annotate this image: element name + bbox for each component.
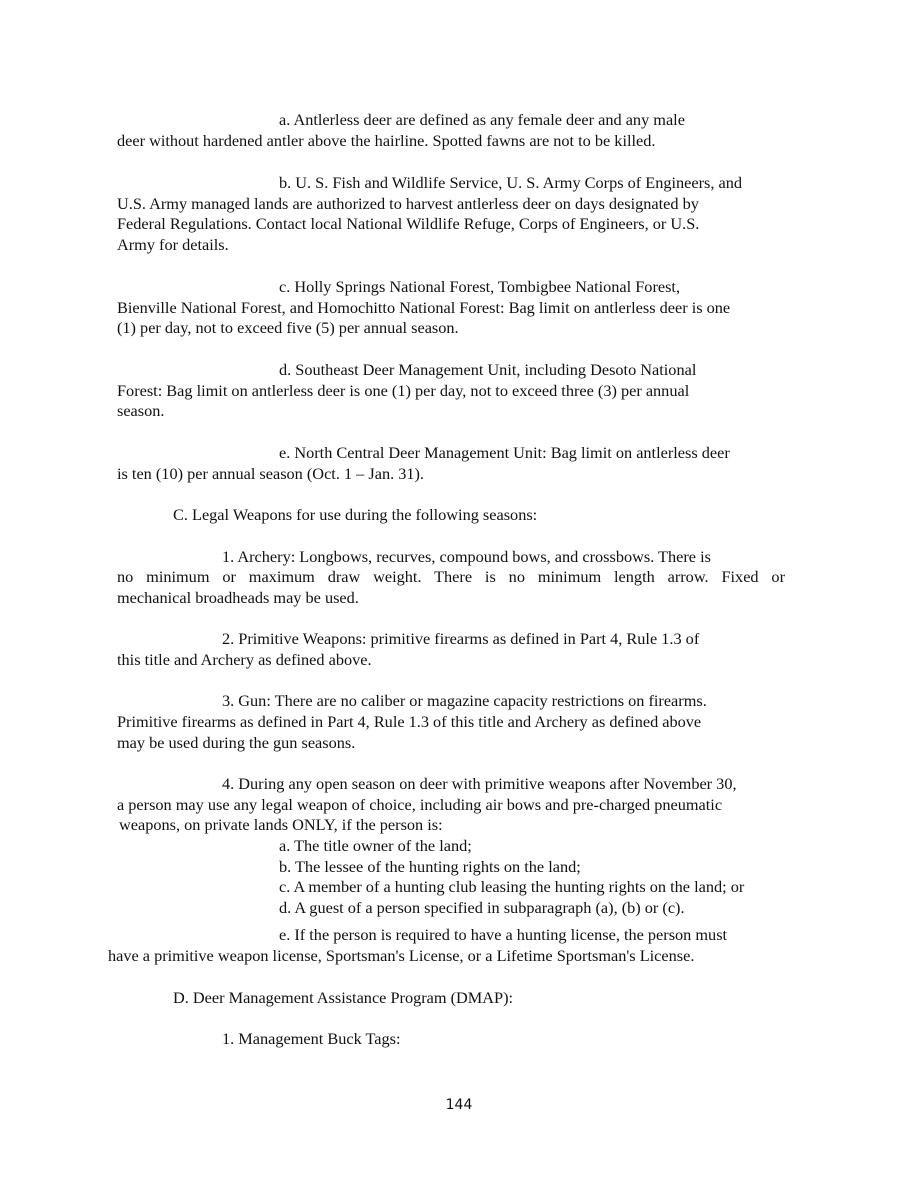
sub-item-b: b. The lessee of the hunting rights on the land; xyxy=(279,857,581,876)
item-4-line-2: a person may use any legal weapon of choice, including air bows and pre-charged pneumatic xyxy=(117,795,723,814)
para-e-line-1: e. North Central Deer Management Unit: Bag limit on antlerless deer xyxy=(279,443,730,462)
gun-line-2: Primitive firearms as defined in Part 4, Rule 1.3 of this title and Archery as defined above xyxy=(117,712,702,731)
section-d-heading: D. Deer Management Assistance Program (DMAP): xyxy=(173,988,514,1007)
para-c-line-1: c. Holly Springs National Forest, Tombigbee National Forest, xyxy=(279,277,681,296)
para-d-line-1: d. Southeast Deer Management Unit, including Desoto National xyxy=(279,360,697,379)
primitive-line-2: this title and Archery as defined above. xyxy=(117,650,372,669)
para-b-line-1: b. U. S. Fish and Wildlife Service, U. S. Army Corps of Engineers, and xyxy=(279,173,743,192)
sub-item-c: c. A member of a hunting club leasing the hunting rights on the land; or xyxy=(279,877,745,896)
para-a-line-1: a. Antlerless deer are defined as any female deer and any male xyxy=(279,110,685,129)
page-number: 144 xyxy=(445,1097,473,1113)
archery-line-1: 1. Archery: Longbows, recurves, compound bows, and crossbows. There is xyxy=(222,547,711,566)
para-c-line-3: (1) per day, not to exceed five (5) per annual season. xyxy=(117,318,459,337)
gun-line-1: 3. Gun: There are no caliber or magazine capacity restrictions on firearms. xyxy=(222,691,707,710)
para-b-line-3: Federal Regulations. Contact local National Wildlife Refuge, Corps of Engineers, or U.S. xyxy=(117,214,700,233)
sub-item-d: d. A guest of a person specified in subparagraph (a), (b) or (c). xyxy=(279,898,685,917)
para-b-line-4: Army for details. xyxy=(117,235,229,254)
sub-item-a: a. The title owner of the land; xyxy=(279,836,472,855)
para-c-line-2: Bienville National Forest, and Homochitto National Forest: Bag limit on antlerless deer is one xyxy=(117,298,731,317)
archery-line-3: mechanical broadheads may be used. xyxy=(117,588,359,607)
archery-line-2: no minimum or maximum draw weight. There is no minimum length arrow. Fixed or xyxy=(117,567,785,586)
para-e-line-2: is ten (10) per annual season (Oct. 1 – Jan. 31). xyxy=(117,464,424,483)
item-4-line-3: weapons, on private lands ONLY, if the person is: xyxy=(119,815,443,834)
para-b-line-2: U.S. Army managed lands are authorized to harvest antlerless deer on days designated by xyxy=(117,194,699,213)
sub-item-e-line-1: e. If the person is required to have a hunting license, the person must xyxy=(279,925,728,944)
primitive-line-1: 2. Primitive Weapons: primitive firearms as defined in Part 4, Rule 1.3 of xyxy=(222,629,700,648)
sub-item-e-line-2: have a primitive weapon license, Sportsman's License, or a Lifetime Sportsman's License. xyxy=(108,946,695,965)
section-c-heading: C. Legal Weapons for use during the following seasons: xyxy=(173,505,538,524)
dmap-item-1: 1. Management Buck Tags: xyxy=(222,1029,401,1048)
para-d-line-2: Forest: Bag limit on antlerless deer is one (1) per day, not to exceed three (3) per annual xyxy=(117,381,690,400)
item-4-line-1: 4. During any open season on deer with primitive weapons after November 30, xyxy=(222,774,737,793)
para-d-line-3: season. xyxy=(117,401,165,420)
para-a-line-2: deer without hardened antler above the hairline. Spotted fawns are not to be killed. xyxy=(117,131,656,150)
gun-line-3: may be used during the gun seasons. xyxy=(117,733,356,752)
